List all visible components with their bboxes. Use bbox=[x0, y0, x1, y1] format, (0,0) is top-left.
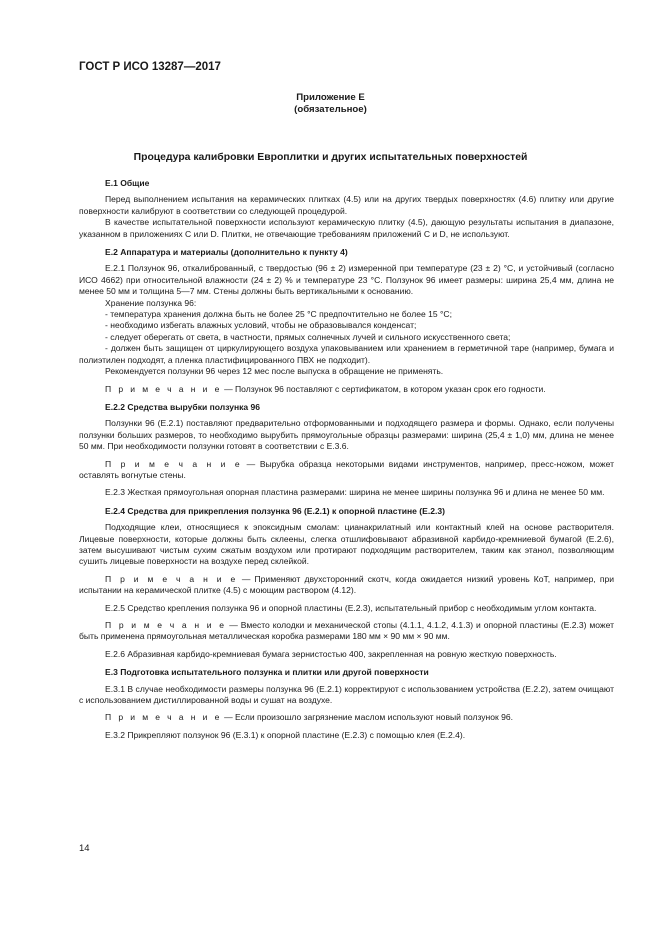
body-paragraph: Подходящие клеи, относящиеся к эпоксидным смолам: цианакрилатный или контактный клей на основе растворителя. Лицевые поверхности, которые должны быть склеены, слегка отшлифовывают абразивной карбидо-кремниевой бумагой (Е.2.6), затем высушивают чистым сухим сжатым воздухом или протирают подходящим растворителем, таким как этанол, позволяющим сушить лицевые поверхности на воздухе перед склейкой. bbox=[79, 522, 614, 567]
body-paragraph: - должен быть защищен от циркулирующего воздуха упаковыванием или хранением в герметичной таре (например, бумага и полиэтилен подходят, а пленка пластифицированного ПВХ не подходит). bbox=[79, 343, 614, 365]
note-text: — Ползунок 96 поставляют с сертификатом, в котором указан срок его годности. bbox=[224, 383, 546, 394]
section-heading: Е.2.4 Средства для прикрепления ползунка 96 (Е.2.1) к опорной пластине (Е.2.3) bbox=[105, 505, 445, 516]
note-label: П р и м е ч а н и е bbox=[105, 458, 243, 469]
section-title: Процедура калибровки Европлитки и других испытательных поверхностей bbox=[133, 152, 528, 163]
body-paragraph: Е.2.3 Жесткая прямоугольная опорная пластина размерами: ширина не менее ширины ползунка 96 и длина не менее 50 мм. bbox=[105, 487, 605, 498]
note-paragraph bbox=[79, 712, 614, 723]
document-body bbox=[79, 171, 614, 741]
body-paragraph: Е.2.6 Абразивная карбидо-кремниевая бумага зернистостью 400, закрепленная на ровную жесткую поверхность. bbox=[105, 648, 557, 659]
body-paragraph: Хранение ползунка 96: bbox=[105, 297, 197, 308]
note-paragraph bbox=[79, 574, 614, 597]
note-paragraph bbox=[79, 620, 614, 643]
standard-header: ГОСТ Р ИСО 13287—2017 bbox=[79, 61, 221, 73]
body-paragraph: В качестве испытательной поверхности используют керамическую плитку (4.5), дающую результаты испытания в диапазоне, указанном в приложениях С или D. Плитки, не отвечающие требованиям приложений С и D, не используют. bbox=[79, 217, 614, 239]
note-text: — Если произошло загрязнение маслом используют новый ползунок 96. bbox=[224, 712, 514, 723]
note-paragraph bbox=[79, 384, 614, 395]
body-paragraph: Перед выполнением испытания на керамических плитках (4.5) или на других твердых поверхностях (4.6) плитку или другие поверхности калибруют в соответствии со следующей процедурой. bbox=[79, 194, 614, 216]
note-label: П р и м е ч а н и е bbox=[105, 383, 222, 394]
note-text: — Применяют двухсторонний скотч, когда ожидается низкий уровень КоТ, например, при испытании на керамической плитке (4.5) с моющим раствором (4.12). bbox=[79, 573, 615, 596]
note-label: П р и м е ч а н и е bbox=[105, 573, 238, 584]
body-paragraph: - необходимо избегать влажных условий, чтобы не образовывался конденсат; bbox=[105, 320, 417, 331]
body-paragraph: Рекомендуется ползунки 96 через 12 мес после выпуска в обращение не применять. bbox=[105, 366, 444, 377]
note-text: — Вместо колодки и механической стопы (4.1.1, 4.1.2, 4.1.3) и опорной пластины (Е.2.3) может быть применена прямоугольная металлическая коробка размерами 180 мм × 90 мм × 90 мм. bbox=[79, 620, 614, 642]
note-paragraph bbox=[79, 459, 614, 482]
body-paragraph: Е.3.2 Прикрепляют ползунок 96 (Е.3.1) к опорной пластине (Е.2.3) с помощью клея (Е.2.4). bbox=[105, 729, 466, 740]
section-heading: Е.1 Общие bbox=[105, 178, 150, 188]
body-paragraph: Е.2.1 Ползунок 96, откалиброванный, с твердостью (96 ± 2) измеренной при температуре (23 ± 2) °С, и устойчивый (согласно ИСО 4662) при относительной влажности (24 ± 2) % и температуре 23 °С. Ползунок 96 имеет размеры: ширина 25,4 мм, длина не менее 50 мм и толщина 5—7 мм. Стены должны быть вертикальными к основанию. bbox=[79, 263, 614, 297]
annex-status: (обязательное) bbox=[294, 104, 367, 115]
body-paragraph: Ползунки 96 (Е.2.1) поставляют предварительно отформованными и подходящего размера и формы. Однако, если получены ползунки больших размеров, то необходимо вырубить прямоугольные образцы размерами: ширина (25,4 ± 1,0) мм, длина не менее 50 мм. При необходимости ползунки готовят в соответствии с Е.3.6. bbox=[79, 418, 614, 452]
body-paragraph: Е.2.5 Средство крепления ползунка 96 и опорной пластины (Е.2.3), испытательный прибор с необходимым углом контакта. bbox=[105, 602, 597, 613]
section-heading: Е.3 Подготовка испытательного ползунка и плитки или другой поверхности bbox=[105, 667, 429, 678]
body-paragraph: Е.3.1 В случае необходимости размеры ползунка 96 (Е.2.1) корректируют с использованием устройства (Е.2.2), затем очищают с использованием дистиллированной воды и сушат на воздухе. bbox=[79, 683, 614, 706]
note-label: П р и м е ч а н и е bbox=[105, 620, 227, 630]
section-heading: Е.2 Аппаратура и материалы (дополнительно к пункту 4) bbox=[105, 247, 348, 258]
body-paragraph: - температура хранения должна быть не более 25 °С предпочтительно не более 15 °С; bbox=[105, 309, 452, 320]
note-text: — Вырубка образца некоторыми видами инструментов, например, пресс-ножом, может оставлять вогнутые стены. bbox=[79, 458, 615, 480]
body-paragraph: - следует оберегать от света, в частности, прямых солнечных лучей и сильного искусственного света; bbox=[105, 331, 511, 342]
note-label: П р и м е ч а н и е bbox=[105, 712, 222, 723]
page-number: 14 bbox=[79, 843, 90, 854]
section-heading: Е.2.2 Средства вырубки ползунка 96 bbox=[105, 401, 261, 412]
annex-title: Приложение Е bbox=[296, 92, 365, 103]
